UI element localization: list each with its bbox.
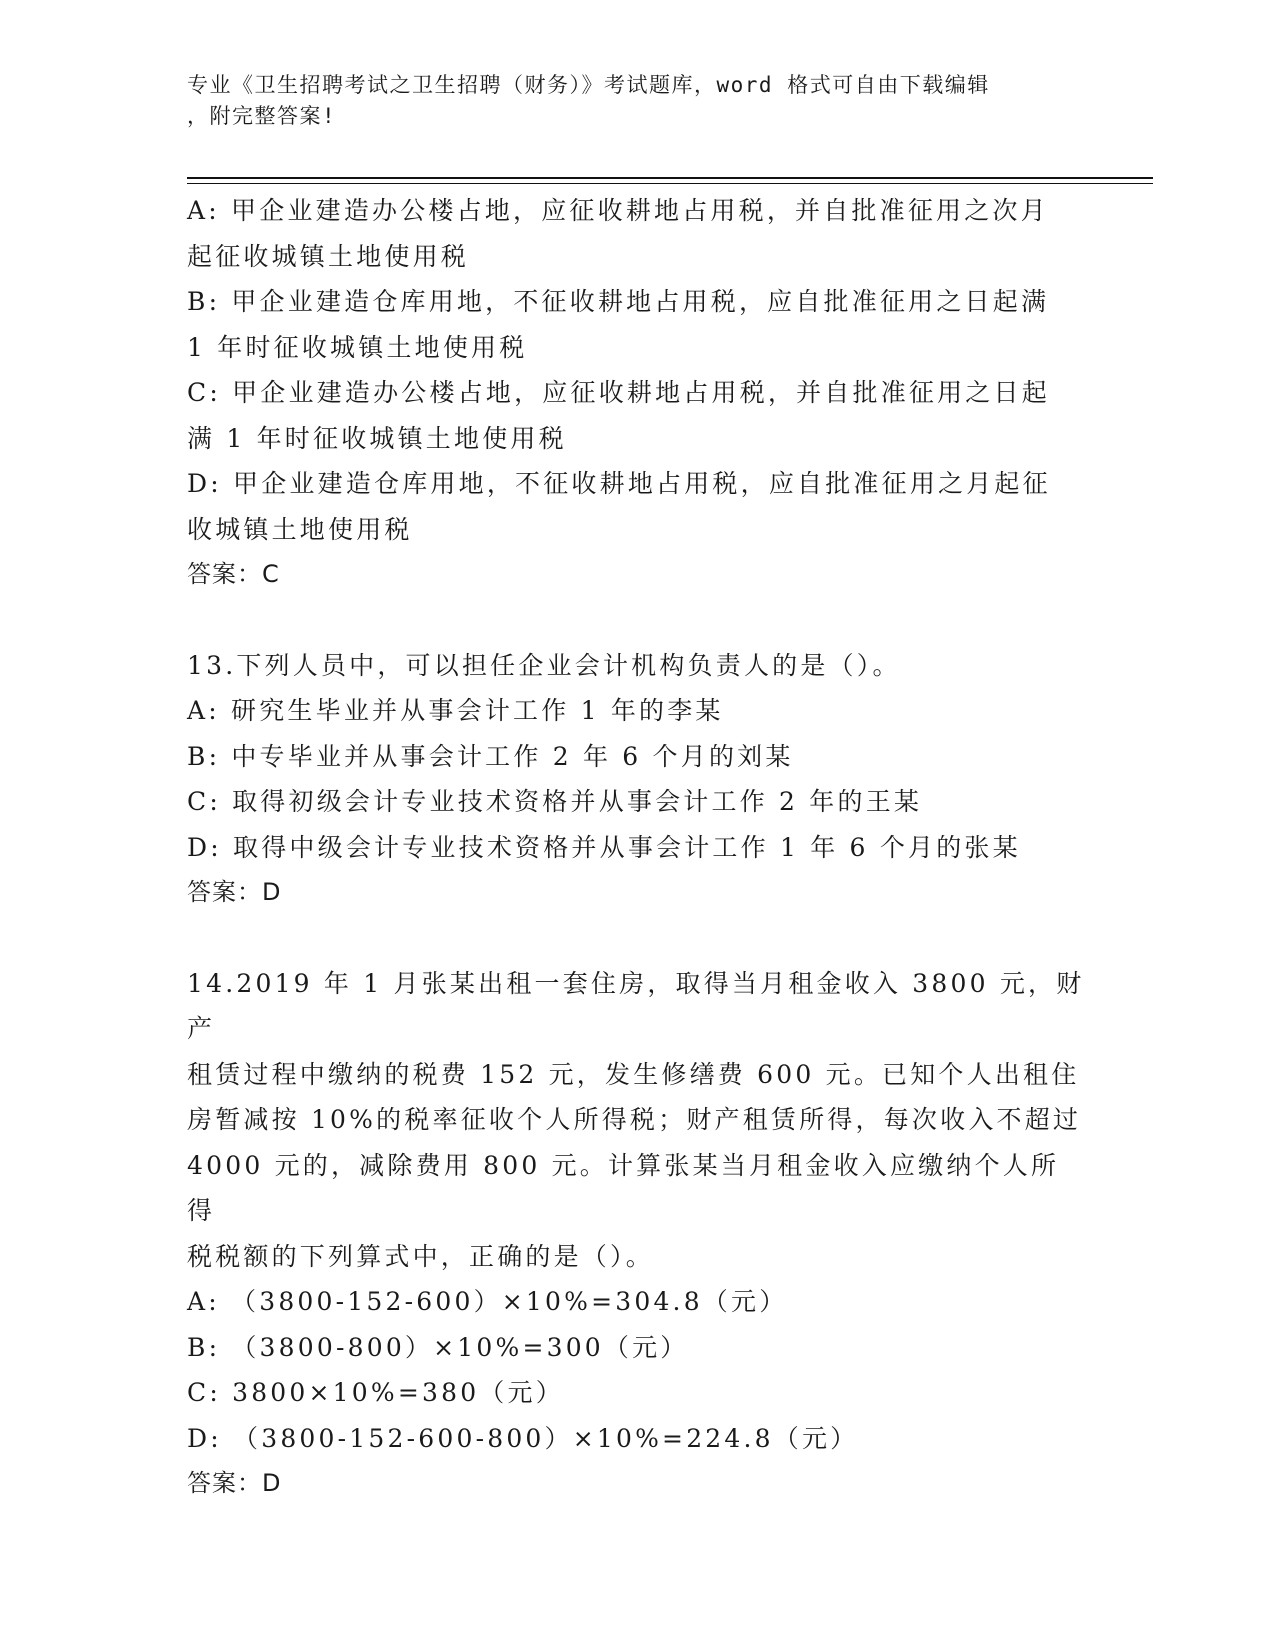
question-14	[187, 961, 1087, 1507]
option-line: D: 甲企业建造仓库用地，不征收耕地占用税，应自批准征用之月起征	[187, 469, 1051, 498]
question-text: 4000 元的，减除费用 800 元。计算张某当月租金收入应缴纳个人所得	[187, 1150, 1060, 1225]
option-line: 1 年时征收城镇土地使用税	[187, 332, 528, 362]
option-line: B: （3800-800）×10%=300（元）	[187, 1332, 689, 1362]
option-line: 起征收城镇土地使用税	[187, 241, 470, 271]
answer-line: 答案：C	[187, 560, 280, 588]
option-line: D: 取得中级会计专业技术资格并从事会计工作 1 年 6 个月的张某	[187, 832, 1021, 862]
answer-line: 答案：D	[187, 1469, 282, 1497]
header-line-1: 专业《卫生招聘考试之卫生招聘（财务）》考试题库，word 格式可自由下载编辑	[187, 73, 990, 97]
option-line: C: 3800×10%=380（元）	[187, 1378, 564, 1407]
spacer	[187, 916, 1087, 961]
option-line: 满 1 年时征收城镇土地使用税	[187, 423, 567, 453]
question-text: 14.2019 年 1 月张某出租一套住房，取得当月租金收入 3800 元，财产	[187, 968, 1085, 1043]
option-line: A: 甲企业建造办公楼占地，应征收耕地占用税，并自批准征用之次月	[187, 196, 1049, 225]
question-13	[187, 643, 1087, 916]
option-line: A: 研究生毕业并从事会计工作 1 年的李某	[187, 696, 724, 725]
option-line: D: （3800-152-600-800）×10%=224.8（元）	[187, 1423, 859, 1453]
header-divider-thick	[187, 177, 1153, 179]
document-header	[187, 70, 1067, 132]
option-line: B: 中专毕业并从事会计工作 2 年 6 个月的刘某	[187, 741, 794, 771]
question-text: 房暂减按 10%的税率征收个人所得税；财产租赁所得，每次收入不超过	[187, 1105, 1082, 1134]
question-text: 税税额的下列算式中，正确的是（）。	[187, 1241, 654, 1271]
header-line-2: ，附完整答案!	[187, 104, 337, 128]
question-12	[187, 188, 1087, 598]
answer-line: 答案：D	[187, 878, 282, 906]
question-text: 13.下列人员中，可以担任企业会计机构负责人的是（）。	[187, 650, 901, 680]
option-line: A: （3800-152-600）×10%=304.8（元）	[187, 1287, 788, 1316]
option-line: B: 甲企业建造仓库用地，不征收耕地占用税，应自批准征用之日起满	[187, 287, 1050, 316]
option-line: C: 甲企业建造办公楼占地，应征收耕地占用税，并自批准征用之日起	[187, 378, 1050, 407]
document-body	[187, 188, 1087, 1507]
header-divider-thin	[187, 183, 1153, 184]
option-line: C: 取得初级会计专业技术资格并从事会计工作 2 年的王某	[187, 787, 923, 816]
spacer	[187, 598, 1087, 643]
question-text: 租赁过程中缴纳的税费 152 元，发生修缮费 600 元。已知个人出租住	[187, 1059, 1080, 1089]
option-line: 收城镇土地使用税	[187, 514, 413, 544]
